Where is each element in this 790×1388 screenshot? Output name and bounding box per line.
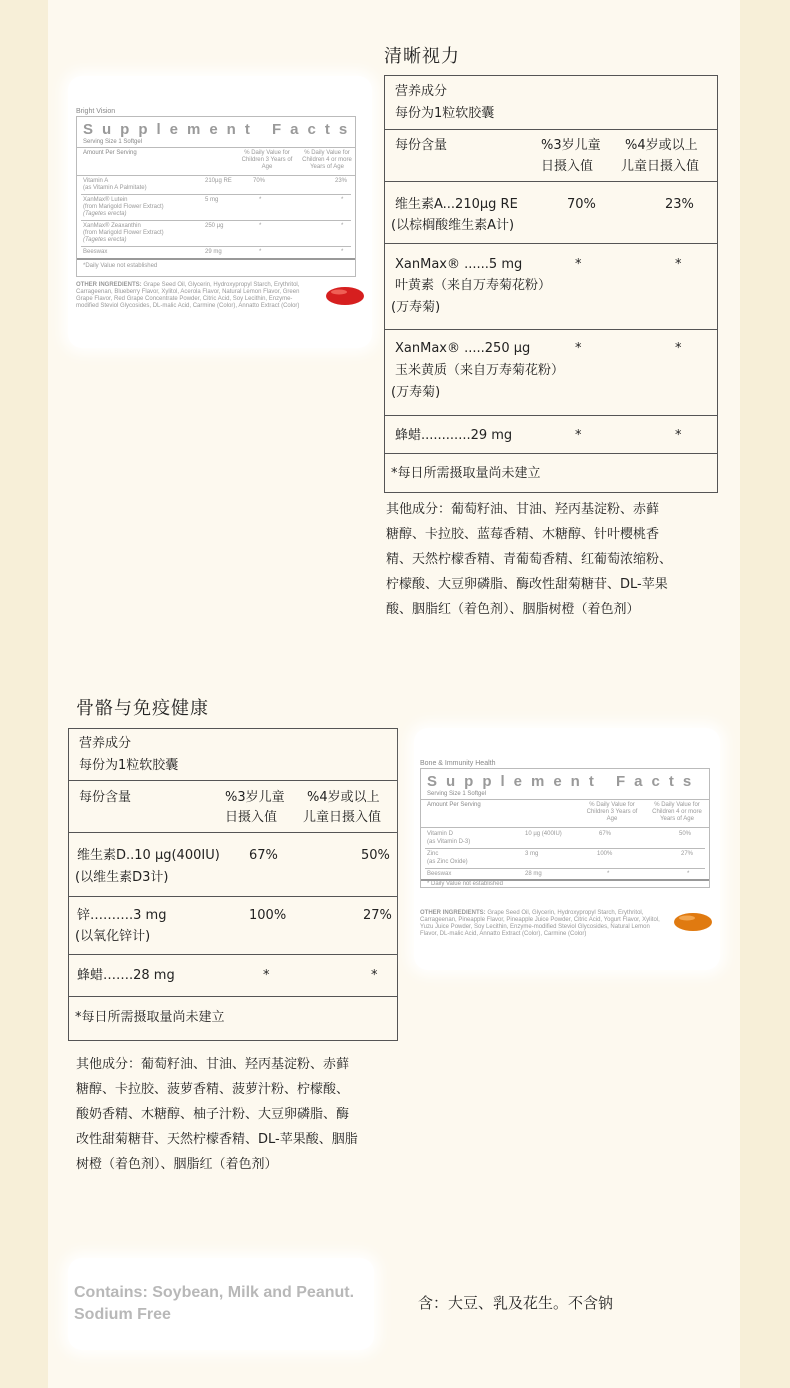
label-row-v1: 70%	[253, 178, 266, 184]
other-ingredients-line: 柠檬酸、大豆卵磷脂、酶改性甜菊糖苷、DL-苹果	[386, 577, 668, 592]
label-row-amount: 10 µg (400IU)	[525, 831, 562, 837]
label-other-ingredients	[76, 282, 310, 310]
label-row-amount: 5 mg	[205, 197, 219, 203]
nutrient-value-3yr: 70%	[567, 197, 596, 212]
label-amount-per: Amount Per Serving	[83, 150, 137, 156]
col-4yr-line1: %4岁或以上	[625, 138, 698, 153]
nutrient-value-3yr: *	[263, 968, 270, 983]
bright-vision-label-card	[68, 76, 372, 348]
nutrient-note2: (万寿菊)	[391, 385, 441, 400]
label-row-sub: (as Vitamin A Palmitate)	[83, 185, 147, 191]
label-row-v1: 100%	[597, 851, 613, 857]
col-serving-amount: 每份含量	[79, 790, 132, 805]
nutrient-name: XanMax® ......5 mg	[395, 257, 523, 272]
contains-chinese: 含：大豆、乳及花生。不含钠	[418, 1294, 614, 1312]
nutrient-note: 叶黄素（来自万寿菊花粉）	[395, 278, 552, 293]
table-footnote: *每日所需摄取量尚未建立	[391, 466, 541, 481]
label-other-text: Grape Seed Oil, Glycerin, Hydroxypropyl Starch, Erythritol, Carrageenan, Pineapple Flavor, Pineapple Juice Powder, Citric Acid, Yogurt Flavor, Xylitol, Yuzu Juice Powder, Soy Lecithin, Enzyme-modified Steviol Glycosides, Natural Lemon Flavor, DL-malic Acid, Annatto Extract (Color), Carmine (Color)	[420, 910, 660, 937]
label-heading: Supplement Facts	[83, 121, 357, 138]
label-serving: Serving Size 1 Softgel	[427, 791, 487, 797]
nutrient-value-4yr: *	[675, 428, 682, 443]
label-other-label: OTHER INGREDIENTS:	[76, 282, 142, 288]
label-row-name: XanMax® Zeaxanthin	[83, 223, 141, 229]
label-row-name: XanMax® Lutein	[83, 197, 128, 203]
label-row-v2: 50%	[679, 831, 692, 837]
label-row-amount: 28 mg	[525, 871, 542, 877]
label-row-v1: *	[259, 249, 262, 255]
nutrient-note: 玉米黄质（来自万寿菊花粉）	[395, 363, 565, 378]
nutrient-value-3yr: *	[575, 428, 582, 443]
label-row-sub: (from Marigold Flower Extract)	[83, 204, 164, 210]
table-heading: 营养成分	[395, 84, 448, 99]
nutrient-name: 维生素A...210μg RE	[395, 197, 518, 212]
label-amount-per: Amount Per Serving	[427, 802, 481, 808]
red-softgel-image	[324, 284, 366, 308]
contains-english	[74, 1282, 354, 1326]
nutrient-value-4yr: *	[675, 341, 682, 356]
nutrient-value-4yr: 50%	[361, 848, 390, 863]
nutrient-note: (以氧化锌计)	[75, 929, 151, 944]
label-row-amount: 29 mg	[205, 249, 222, 255]
label-row-v2: 27%	[681, 851, 694, 857]
contains-english-line2: Sodium Free	[74, 1306, 171, 1323]
nutrient-note: (以维生素D3计)	[75, 870, 169, 885]
table-heading: 营养成分	[79, 736, 132, 751]
other-ingredients-line: 精、天然柠檬香精、青葡萄香精、红葡萄浓缩粉、	[386, 552, 673, 567]
nutrient-value-4yr: *	[371, 968, 378, 983]
col-3yr-line2: 日摄入值	[225, 810, 278, 825]
nutrient-value-4yr: 27%	[363, 908, 392, 923]
other-ingredients-line: 糖醇、卡拉胶、蓝莓香精、木糖醇、针叶樱桃香	[386, 527, 660, 542]
other-ingredients-line: 其他成分：葡萄籽油、甘油、羟丙基淀粉、赤藓	[386, 502, 660, 517]
label-col2: % Daily Value for Children 4 or more Years of Age	[652, 802, 702, 822]
other-ingredients-line: 酸奶香精、木糖醇、柚子汁粉、大豆卵磷脂、酶	[76, 1107, 350, 1122]
nutrient-name: 维生素D..10 μg(400IU)	[77, 848, 220, 863]
other-ingredients-line: 酸、胭脂红（着色剂）、胭脂树橙（着色剂）	[386, 602, 640, 617]
other-ingredients-line: 树橙（着色剂）、胭脂红（着色剂）	[76, 1157, 278, 1172]
contains-english-card	[68, 1258, 374, 1350]
other-ingredients-line: 改性甜菊糖苷、天然柠檬香精、DL-苹果酸、胭脂	[76, 1132, 358, 1147]
label-facts-box	[420, 768, 710, 888]
label-row-sub: (as Vitamin D-3)	[427, 839, 471, 845]
label-product-name: Bright Vision	[76, 108, 116, 115]
bone-immunity-label-card	[414, 728, 720, 970]
label-row-v2: *	[341, 197, 344, 203]
col-3yr-line1: %3岁儿童	[225, 790, 285, 805]
nutrient-value-3yr: *	[575, 341, 582, 356]
nutrient-note: (以棕榈酸维生素A计)	[391, 218, 515, 233]
label-row-name: Vitamin A	[83, 178, 109, 184]
table-serving: 每份为1粒软胶囊	[79, 758, 179, 773]
label-row-v1: *	[259, 223, 262, 229]
nutrient-name: 蜂蜡............29 mg	[395, 428, 513, 443]
label-row-name: Zinc	[427, 851, 439, 857]
label-row-v2: *	[341, 223, 344, 229]
nutrient-value-4yr: 23%	[665, 197, 694, 212]
label-row-sub: (from Marigold Flower Extract)	[83, 230, 164, 236]
col-3yr-line1: %3岁儿童	[541, 138, 601, 153]
table-serving: 每份为1粒软胶囊	[395, 106, 495, 121]
col-serving-amount: 每份含量	[395, 138, 448, 153]
bone-immunity-title: 骨骼与免疫健康	[76, 698, 209, 719]
bright-vision-title: 清晰视力	[384, 46, 460, 67]
nutrient-value-4yr: *	[675, 257, 682, 272]
nutrient-note2: (万寿菊)	[391, 300, 441, 315]
label-other-label: OTHER INGREDIENTS:	[420, 910, 486, 916]
nutrient-value-3yr: 100%	[249, 908, 287, 923]
col-4yr-line2: 儿童日摄入值	[621, 159, 700, 174]
table-footnote: *每日所需摄取量尚未建立	[75, 1010, 225, 1025]
label-row-amount: 3 mg	[525, 851, 539, 857]
label-row-sub2: (Tagetes erecta)	[83, 211, 127, 217]
bright-vision-nutrition-table	[384, 75, 718, 493]
label-serving: Serving Size 1 Softgel	[83, 139, 143, 145]
label-row-name: Beeswax	[83, 249, 108, 255]
label-row-sub2: (Tagetes erecta)	[83, 237, 127, 243]
label-row-sub: (as Zinc Oxide)	[427, 859, 468, 865]
other-ingredients-line: 糖醇、卡拉胶、菠萝香精、菠萝汁粉、柠檬酸、	[76, 1082, 350, 1097]
orange-softgel-image	[672, 910, 714, 934]
label-col1: % Daily Value for Children 3 Years of Age	[586, 802, 638, 822]
contains-english-line1: Contains: Soybean, Milk and Peanut.	[74, 1284, 355, 1301]
nutrient-name: XanMax® .....250 μg	[395, 341, 531, 356]
label-row-v1: 67%	[599, 831, 612, 837]
nutrient-name: 蜂蜡…….28 mg	[77, 968, 175, 983]
label-row-v1: *	[607, 871, 610, 877]
label-row-name: Beeswax	[427, 871, 452, 877]
bone-immunity-other-ingredients	[76, 1052, 406, 1177]
nutrient-name: 锌……….3 mg	[77, 908, 167, 923]
label-footnote: * Daily Value not established	[427, 881, 503, 887]
label-heading: Supplement Facts	[427, 773, 701, 790]
label-row-name: Vitamin D	[427, 831, 453, 837]
nutrient-value-3yr: 67%	[249, 848, 278, 863]
label-other-text: Grape Seed Oil, Glycerin, Hydroxypropyl Starch, Erythritol, Carrageenan, Blueberry Flavor, Xylitol, Acerola Flavor, Natural Lemon Flavor, Green Grape Flavor, Red Grape Concentrate Powder, Citric Acid, Soy Lecithin, Enzyme-modified Steviol Glycosides, DL-malic Acid, Carmine (Color), Annatto Extract (Color)	[76, 282, 300, 309]
label-product-name: Bone & Immunity Health	[420, 760, 496, 767]
bright-vision-other-ingredients	[386, 497, 716, 622]
label-row-v2: *	[687, 871, 690, 877]
label-row-v2: *	[341, 249, 344, 255]
label-other-ingredients	[420, 910, 664, 938]
col-3yr-line2: 日摄入值	[541, 159, 594, 174]
nutrient-value-3yr: *	[575, 257, 582, 272]
other-ingredients-line: 其他成分：葡萄籽油、甘油、羟丙基淀粉、赤藓	[76, 1057, 350, 1072]
label-row-v1: *	[259, 197, 262, 203]
label-footnote: *Daily Value not established	[83, 263, 158, 269]
label-col2: % Daily Value for Children 4 or more Years of Age	[302, 150, 352, 170]
col-4yr-line1: %4岁或以上	[307, 790, 380, 805]
bone-immunity-nutrition-table	[68, 728, 398, 1041]
label-facts-box	[76, 116, 356, 277]
col-4yr-line2: 儿童日摄入值	[303, 810, 382, 825]
label-col1: % Daily Value for Children 3 Years of Age	[241, 150, 293, 170]
label-row-amount: 210µg RE	[205, 178, 232, 184]
label-row-amount: 250 µg	[205, 223, 224, 229]
label-row-v2: 23%	[335, 178, 348, 184]
